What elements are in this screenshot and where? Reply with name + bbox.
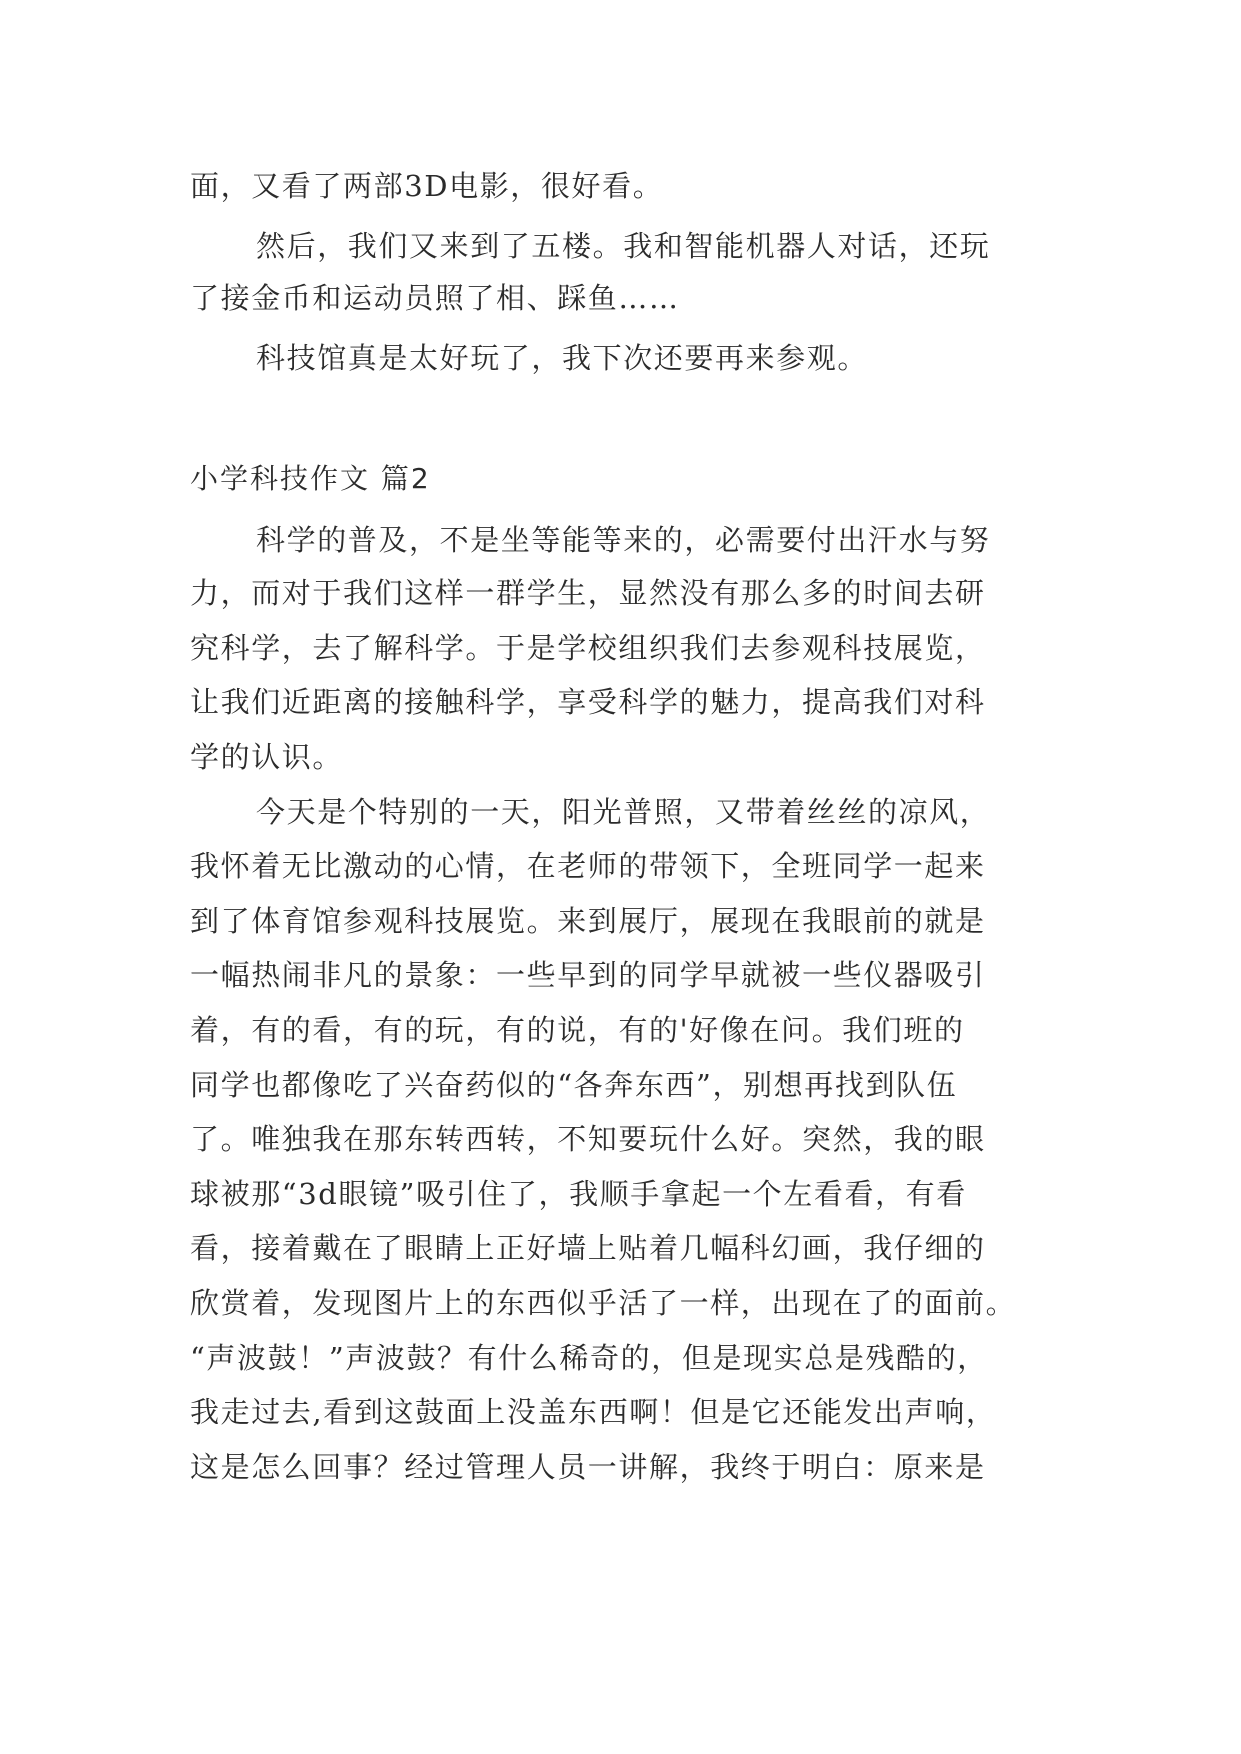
paragraph-line: 欣赏着，发现图片上的东西似乎活了一样，出现在了的面前。: [190, 1286, 1017, 1320]
paragraph-line: 今天是个特别的一天，阳光普照，又带着丝丝的凉风，: [256, 795, 991, 829]
paragraph-line: 科学的普及，不是坐等能等来的，必需要付出汗水与努: [256, 523, 991, 557]
paragraph-line: 看，接着戴在了眼睛上正好墙上贴着几幅科幻画，我仔细的: [190, 1231, 986, 1265]
paragraph-line: 球被那“3d眼镜”吸引住了，我顺手拿起一个左看看，有看: [190, 1177, 967, 1211]
paragraph-line: 了。唯独我在那东转西转，不知要玩什么好。突然，我的眼: [190, 1122, 986, 1156]
paragraph-line: 让我们近距离的接触科学，享受科学的魅力，提高我们对科: [190, 685, 986, 719]
paragraph-line: 学的认识。: [190, 740, 344, 774]
paragraph-line: 这是怎么回事？经过管理人员一讲解，我终于明白：原来是: [190, 1450, 986, 1484]
paragraph-line: 一幅热闹非凡的景象：一些早到的同学早就被一些仪器吸引: [190, 958, 986, 992]
paragraph-line: 同学也都像吃了兴奋药似的“各奔东西”，别想再找到队伍: [190, 1068, 958, 1102]
paragraph-line: 科技馆真是太好玩了，我下次还要再来参观。: [256, 341, 869, 375]
paragraph-line: 着，有的看，有的玩，有的说，有的'好像在问。我们班的: [190, 1013, 965, 1047]
paragraph-line: 力，而对于我们这样一群学生，显然没有那么多的时间去研: [190, 576, 986, 610]
paragraph-line: “声波鼓！”声波鼓？有什么稀奇的，但是现实总是残酷的，: [190, 1341, 988, 1375]
paragraph-line: 面，又看了两部3D电影，很好看。: [190, 169, 664, 203]
section-title: 小学科技作文 篇2: [190, 462, 431, 495]
paragraph-line: 究科学，去了解科学。于是学校组织我们去参观科技展览，: [190, 631, 986, 665]
paragraph-line: 到了体育馆参观科技展览。来到展厅，展现在我眼前的就是: [190, 904, 986, 938]
paragraph-line: 了接金币和运动员照了相、踩鱼……: [190, 281, 680, 315]
paragraph-line: 我走过去,看到这鼓面上没盖东西啊！但是它还能发出声响，: [190, 1395, 997, 1429]
paragraph-line: 然后，我们又来到了五楼。我和智能机器人对话，还玩: [256, 229, 991, 263]
paragraph-line: 我怀着无比激动的心情，在老师的带领下，全班同学一起来: [190, 849, 986, 883]
